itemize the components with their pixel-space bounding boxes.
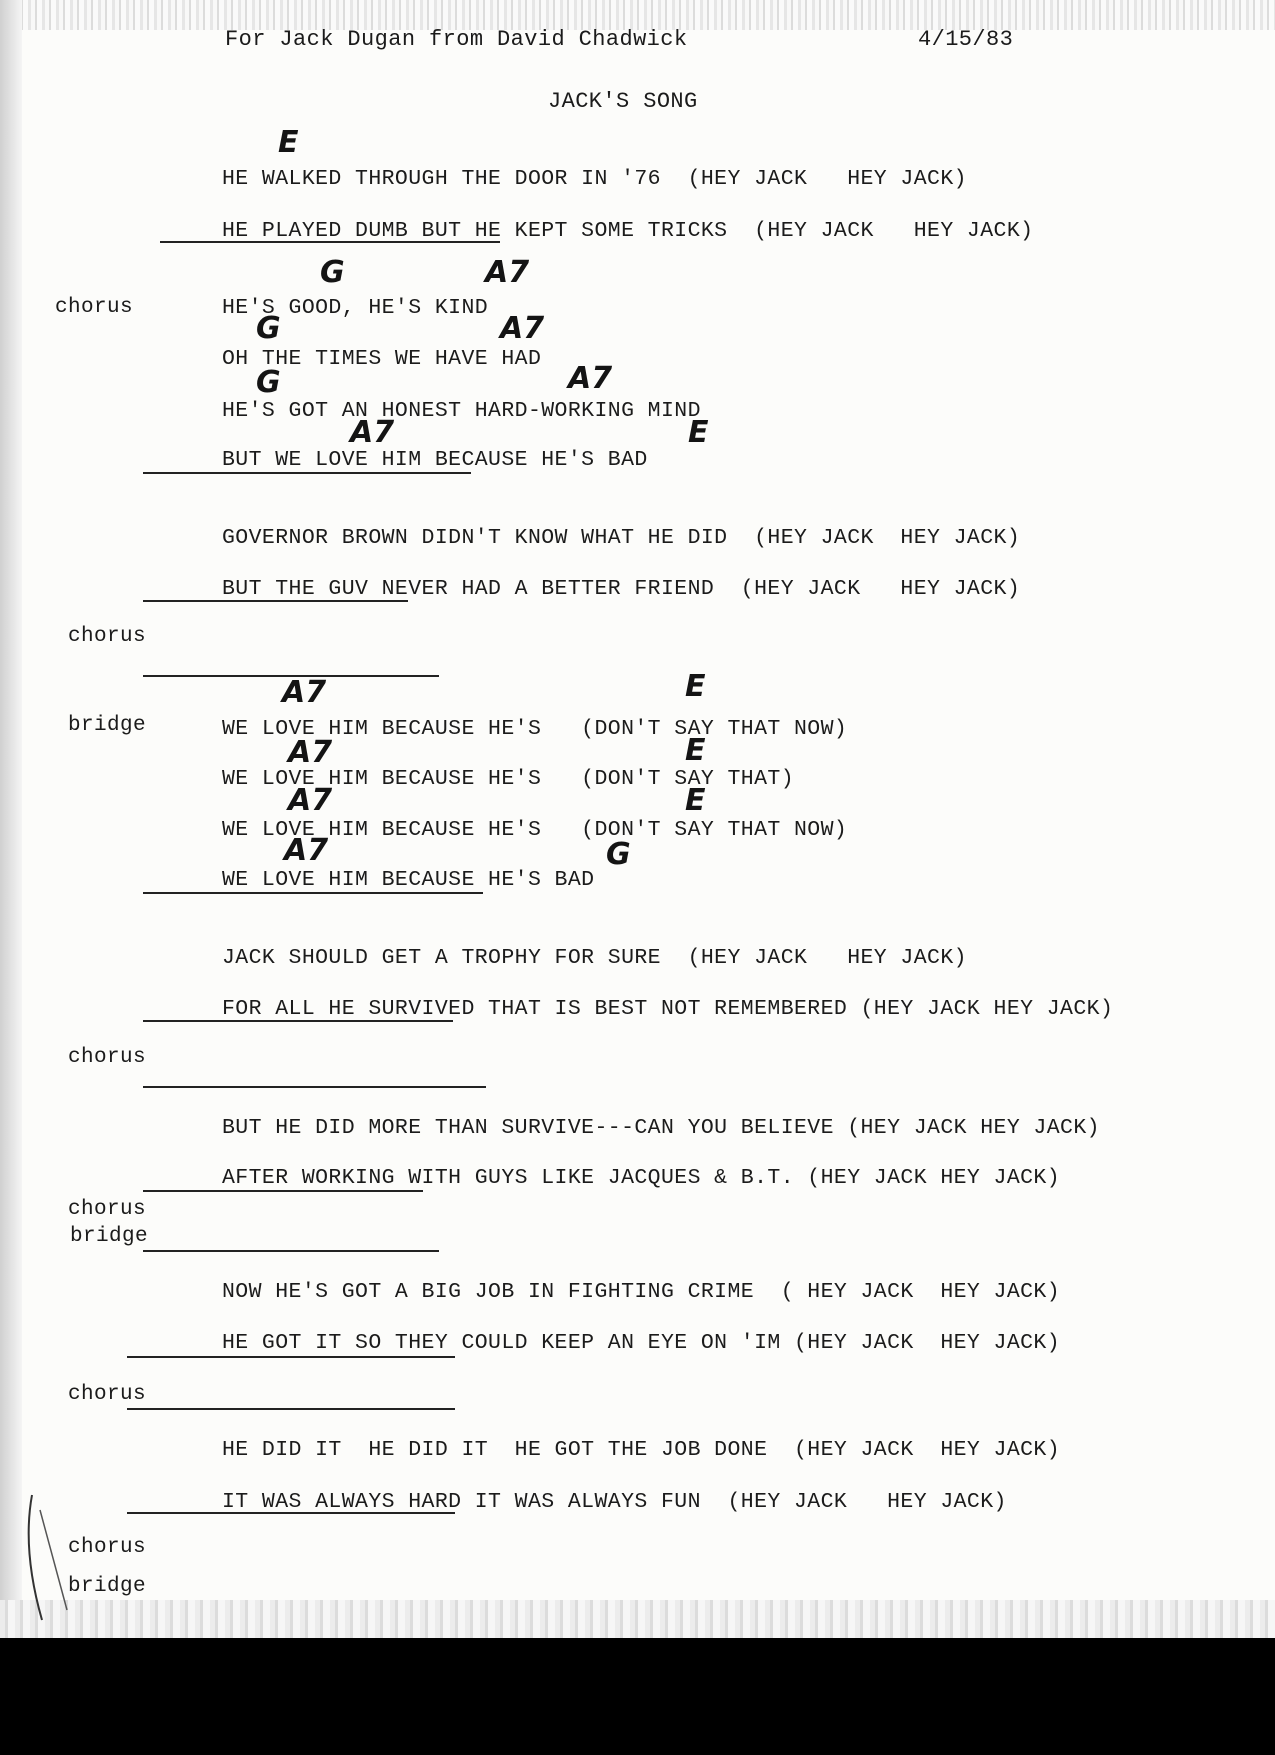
chord-mark: E (685, 783, 706, 818)
header-date: 4/15/83 (918, 27, 1014, 52)
section-label-chorus: chorus (68, 1046, 147, 1069)
lyric-line: HE GOT IT SO THEY COULD KEEP AN EYE ON 'IM (HEY JACK HEY JACK) (222, 1331, 1061, 1355)
scan-edge-bottom (0, 1600, 1275, 1638)
underline-mark (127, 1408, 455, 1410)
chord-mark: G (320, 255, 345, 290)
chord-mark: A7 (288, 735, 333, 770)
chord-mark: A7 (485, 255, 530, 290)
lyric-line: WE LOVE HIM BECAUSE HE'S (DON'T SAY THAT NOW) (222, 818, 848, 842)
lyric-line: HE DID IT HE DID IT HE GOT THE JOB DONE (HEY JACK HEY JACK) (222, 1438, 1061, 1462)
lyric-line: IT WAS ALWAYS HARD IT WAS ALWAYS FUN (HEY JACK HEY JACK) (222, 1490, 1007, 1514)
song-title: JACK'S SONG (548, 89, 698, 114)
lyric-line: NOW HE'S GOT A BIG JOB IN FIGHTING CRIME ( HEY JACK HEY JACK) (222, 1280, 1061, 1304)
lyric-line: AFTER WORKING WITH GUYS LIKE JACQUES & B.T. (HEY JACK HEY JACK) (222, 1166, 1061, 1190)
underline-mark (143, 1250, 439, 1252)
lyric-line: WE LOVE HIM BECAUSE HE'S (DON'T SAY THAT NOW) (222, 717, 848, 741)
lyric-line: HE'S GOT AN HONEST HARD-WORKING MIND (222, 399, 701, 423)
underline-mark (160, 241, 500, 243)
chord-mark: G (606, 837, 631, 872)
lyric-line: BUT WE LOVE HIM BECAUSE HE'S BAD (222, 448, 648, 472)
section-label-bridge: bridge (68, 1575, 147, 1598)
chord-mark: A7 (284, 833, 329, 868)
section-label-bridge: bridge (68, 714, 147, 737)
lyric-line: HE PLAYED DUMB BUT HE KEPT SOME TRICKS (HEY JACK HEY JACK) (222, 219, 1034, 243)
underline-mark (143, 1190, 423, 1192)
section-label-chorus: chorus (68, 1536, 147, 1559)
handwritten-bracket-mark (12, 1490, 72, 1630)
lyric-line: OH THE TIMES WE HAVE HAD (222, 347, 542, 371)
section-label-chorus: chorus (55, 296, 134, 319)
chord-mark: A7 (282, 675, 327, 710)
lyric-line: JACK SHOULD GET A TROPHY FOR SURE (HEY JACK HEY JACK) (222, 946, 967, 970)
lyric-line: WE LOVE HIM BECAUSE HE'S (DON'T SAY THAT) (222, 767, 794, 791)
chord-mark: A7 (288, 783, 333, 818)
underline-mark (143, 600, 408, 602)
lyric-line: GOVERNOR BROWN DIDN'T KNOW WHAT HE DID (HEY JACK HEY JACK) (222, 526, 1021, 550)
scan-edge-left (0, 0, 22, 1638)
underline-mark (127, 1512, 455, 1514)
underline-mark (127, 1356, 455, 1358)
underline-mark (143, 1086, 486, 1088)
chord-mark: E (688, 415, 709, 450)
chord-mark: E (685, 733, 706, 768)
chord-mark: A7 (568, 361, 613, 396)
chord-mark: G (256, 311, 281, 346)
chord-mark: E (685, 669, 706, 704)
lyric-line: WE LOVE HIM BECAUSE HE'S BAD (222, 868, 595, 892)
lyric-line: FOR ALL HE SURVIVED THAT IS BEST NOT REMEMBERED (HEY JACK HEY JACK) (222, 997, 1114, 1021)
section-label-chorus: chorus (68, 1383, 147, 1406)
lyric-line: HE WALKED THROUGH THE DOOR IN '76 (HEY JACK HEY JACK) (222, 167, 967, 191)
underline-mark (143, 472, 471, 474)
chord-mark: A7 (500, 311, 545, 346)
underline-mark (143, 1020, 453, 1022)
lyric-line: BUT HE DID MORE THAN SURVIVE---CAN YOU BELIEVE (HEY JACK HEY JACK) (222, 1116, 1100, 1140)
header-dedication: For Jack Dugan from David Chadwick (225, 27, 688, 52)
section-label-chorus: chorus (68, 1198, 147, 1221)
section-label-bridge: bridge (70, 1225, 149, 1248)
chord-mark: E (278, 125, 299, 160)
chord-mark: G (256, 365, 281, 400)
underline-mark (143, 892, 483, 894)
lyric-line: BUT THE GUV NEVER HAD A BETTER FRIEND (HEY JACK HEY JACK) (222, 577, 1021, 601)
scan-noise-top (0, 0, 1275, 30)
section-label-chorus: chorus (68, 625, 147, 648)
lyric-line: HE'S GOOD, HE'S KIND (222, 296, 489, 320)
chord-mark: A7 (350, 415, 395, 450)
